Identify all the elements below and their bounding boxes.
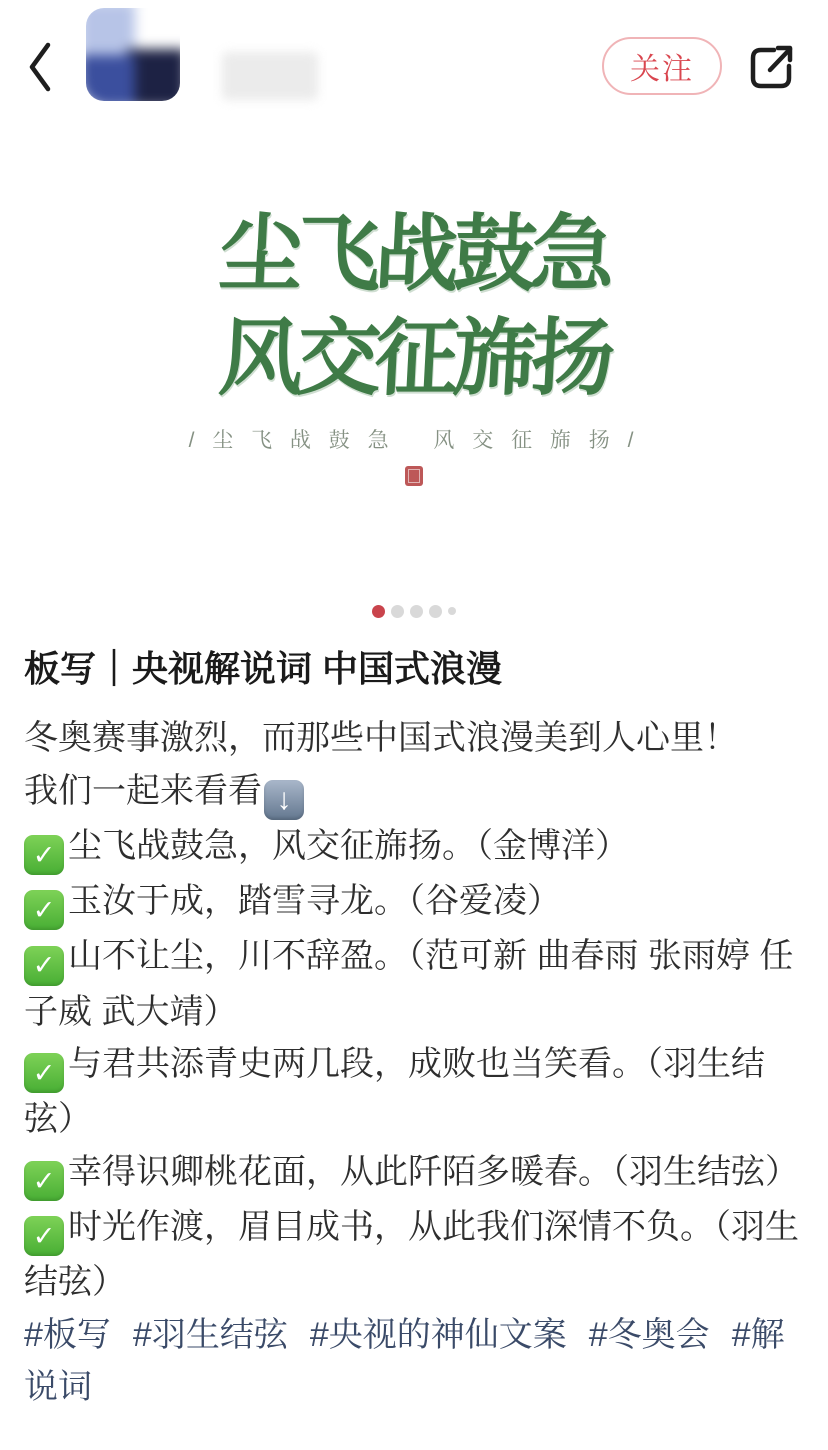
- intro-line-2-text: 我们一起来看看: [24, 771, 262, 810]
- quote-line: [24, 930, 804, 1038]
- hashtag-link[interactable]: #央视的神仙文案: [309, 1315, 567, 1354]
- post-title: 板写｜央视解说词 中国式浪漫: [24, 648, 503, 689]
- intro-line-1-text: 冬奥赛事激烈，而那些中国式浪漫美到人心里！: [24, 719, 738, 757]
- calligraphy-line-1: 尘飞战鼓急: [216, 207, 612, 301]
- carousel-dot: [391, 605, 404, 618]
- carousel-dot-active: [372, 605, 385, 618]
- carousel-dot: [410, 605, 423, 618]
- back-button[interactable]: [26, 40, 54, 94]
- check-emoji-icon: ✓: [24, 946, 64, 986]
- post-image-carousel-slide[interactable]: [0, 110, 828, 486]
- quote-line: [24, 1038, 804, 1146]
- follow-button[interactable]: 关注: [602, 37, 722, 95]
- seal-stamp-icon: [405, 466, 423, 486]
- calligraphy-line-2: 风交征旆扬: [216, 311, 612, 405]
- carousel-dot: [429, 605, 442, 618]
- intro-line-2: [24, 765, 804, 820]
- avatar-blurred-image: [86, 8, 180, 101]
- hashtag-link[interactable]: #解说词: [24, 1315, 785, 1407]
- quote-text: 山不让尘，川不辞盈。（范可新 曲春雨 张雨婷 任子威 武大靖）: [24, 937, 794, 1031]
- check-emoji-icon: ✓: [24, 1053, 64, 1093]
- down-arrow-emoji-icon: ↓: [264, 780, 304, 820]
- intro-line-1: [24, 712, 804, 765]
- share-external-icon: [744, 82, 798, 97]
- quote-line: [24, 1201, 804, 1309]
- carousel-dots-indicator: [0, 604, 828, 618]
- check-emoji-icon: ✓: [24, 890, 64, 930]
- author-avatar[interactable]: [86, 8, 180, 101]
- quote-text: 玉汝于成，踏雪寻龙。（谷爱凌）: [68, 882, 561, 920]
- quote-text: 幸得识卿桃花面，从此阡陌多暖春。（羽生结弦）: [68, 1152, 799, 1191]
- hashtag-link[interactable]: #板写: [24, 1315, 111, 1354]
- quote-line: [24, 1146, 804, 1201]
- chevron-left-icon: [26, 82, 54, 97]
- author-username-blurred[interactable]: [222, 52, 318, 100]
- share-button[interactable]: [744, 40, 798, 94]
- post-description: [24, 712, 804, 1414]
- calligraphy-caption: / 尘 飞 战 鼓 急 风 交 征 旆 扬 /: [188, 429, 640, 452]
- quote-line: [24, 820, 804, 875]
- post-content: [0, 646, 828, 1414]
- carousel-dot: [448, 607, 456, 615]
- hashtag-link[interactable]: #冬奥会: [588, 1315, 710, 1354]
- quote-line: [24, 875, 804, 930]
- check-emoji-icon: ✓: [24, 1216, 64, 1256]
- check-emoji-icon: ✓: [24, 1161, 64, 1201]
- quote-text: 与君共添青史两几段，成败也当笑看。（羽生结弦）: [24, 1045, 765, 1139]
- hashtag-row: [24, 1309, 804, 1414]
- top-bar: [0, 0, 828, 110]
- hashtag-link[interactable]: #羽生结弦: [132, 1315, 288, 1354]
- check-emoji-icon: ✓: [24, 835, 64, 875]
- quote-text: 时光作渡，眉目成书，从此我们深情不负。（羽生结弦）: [24, 1208, 799, 1302]
- quote-text: 尘飞战鼓急，风交征旆扬。（金博洋）: [68, 826, 629, 865]
